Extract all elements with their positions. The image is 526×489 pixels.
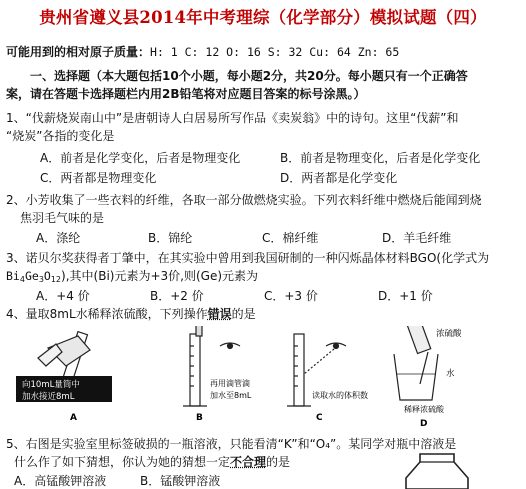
q5-stem-line2-post: 的是: [266, 455, 291, 469]
q5-stem-line2-pre: 什么作了如下猜想，你认为她的猜想一定: [14, 455, 231, 469]
q1-option-a[interactable]: A．前者是化学变化，后者是物理变化: [40, 151, 241, 165]
figure-c-label: C: [316, 413, 323, 423]
q5-option-b[interactable]: B．锰酸钾溶液: [140, 474, 221, 488]
q3-stem-line2-rest: ),其中(Bi)元素为+3价,则(Ge)元素为: [61, 269, 259, 283]
figure-a-caption-2: 加水接近8mL: [22, 392, 75, 402]
q1-option-b[interactable]: B．前者是物理变化，后者是化学变化: [280, 151, 481, 165]
formula-sub-bi: 4: [19, 275, 25, 284]
figure-c-caption: 读取水的体积数: [312, 391, 368, 400]
q3-option-a[interactable]: A．+4 价: [36, 289, 90, 303]
q4-stem-pre: 4、量取8mL水稀释浓硫酸，下列操作: [6, 307, 208, 321]
q4-figure: [8, 326, 526, 436]
q3-option-c[interactable]: C．+3 价: [264, 289, 318, 303]
q3-option-b[interactable]: B．+2 价: [150, 289, 204, 303]
formula-sub-o: 12: [50, 275, 62, 284]
q1-stem-line1: 1、“伐薪烧炭南山中”是唐朝诗人白居易所写作品《卖炭翁》中的诗句。这里“伐薪”和: [6, 111, 459, 125]
q2-stem-line1: 2、小芳收集了一些衣料的纤维，各取一部分做燃烧实验。下列衣料纤维中燃烧后能闻到烧: [6, 193, 482, 207]
q5-option-a[interactable]: A．高锰酸钾溶液: [14, 474, 107, 488]
q5-stem-emphasis: 不合理: [230, 455, 267, 469]
q1-option-c[interactable]: C．两者都是物理变化: [40, 171, 157, 185]
q5-stem-line1: 5、右图是实验室里标签破损的一瓶溶液，只能看清“K”和“O₄”。某同学对瓶中溶液是: [6, 437, 457, 451]
formula-o: O: [43, 269, 51, 283]
q3-stem-line1: 3、诺贝尔奖获得者丁肇中，在其实验中曾用到我国研制的一种闪烁晶体材料BGO(化学式为: [6, 251, 490, 265]
q3-option-d[interactable]: D．+1 价: [378, 289, 433, 303]
figure-d-caption: 稀释浓硫酸: [404, 405, 444, 414]
q2-option-b[interactable]: B．锦纶: [148, 231, 193, 245]
reagent-bottle-icon: [382, 452, 492, 489]
q2-option-a[interactable]: A．涤纶: [36, 231, 81, 245]
q4-figure-svg: [8, 326, 526, 436]
q2-option-d[interactable]: D．羊毛纤维: [382, 231, 452, 245]
figure-a-apparatus: [38, 332, 90, 383]
figure-b-caption-1: 再用滴管滴: [210, 379, 250, 388]
page-title: 贵州省遵义县2014年中考理综（化学部分）模拟试题（四）: [39, 8, 487, 27]
formula-bi: Bi: [6, 269, 20, 283]
q4-stem: [6, 306, 256, 322]
q4-stem-post: 的是: [231, 307, 256, 321]
q3-stem-line2: [6, 268, 258, 288]
q1-stem-line2: “烧炭”各指的变化是: [6, 129, 115, 143]
q1-option-d[interactable]: D．两者都是化学变化: [280, 171, 398, 185]
formula-ge: Ge: [24, 269, 39, 283]
q4-stem-emphasis: 错误: [207, 307, 232, 321]
atomic-mass-line: [6, 44, 399, 60]
q2-stem-line2: 焦羽毛气味的是: [20, 211, 105, 225]
q5-stem-line2: [14, 454, 290, 470]
formula-sub-ge: 3: [38, 275, 44, 284]
figure-b-caption-2: 加水至8mL: [210, 391, 252, 400]
figure-b-label: B: [196, 413, 203, 423]
figure-d-acid-label: 浓硫酸: [436, 329, 462, 339]
section-heading-line2: 案，请在答题卡选择题栏内用2B铅笔将对应题目答案的标号涂黑。）: [6, 87, 366, 101]
figure-d-apparatus: [394, 326, 438, 400]
figure-d-water-label: 水: [446, 369, 455, 379]
figure-d-label: D: [420, 419, 428, 429]
figure-a-caption-1: 向10mL量筒中: [22, 380, 80, 390]
section-heading-line1: 一、选择题（本大题包括10个小题，每小题2分，共20分。每小题只有一个正确答: [30, 69, 468, 83]
q2-option-c[interactable]: C．棉纤维: [262, 231, 319, 245]
atomic-mass-label: 可能用到的相对原子质量：: [6, 45, 151, 59]
figure-a-label: A: [70, 413, 77, 423]
atomic-mass-values: H: 1 C: 12 O: 16 S: 32 Cu: 64 Zn: 65: [150, 45, 400, 59]
reagent-bottle-figure: [382, 452, 492, 489]
